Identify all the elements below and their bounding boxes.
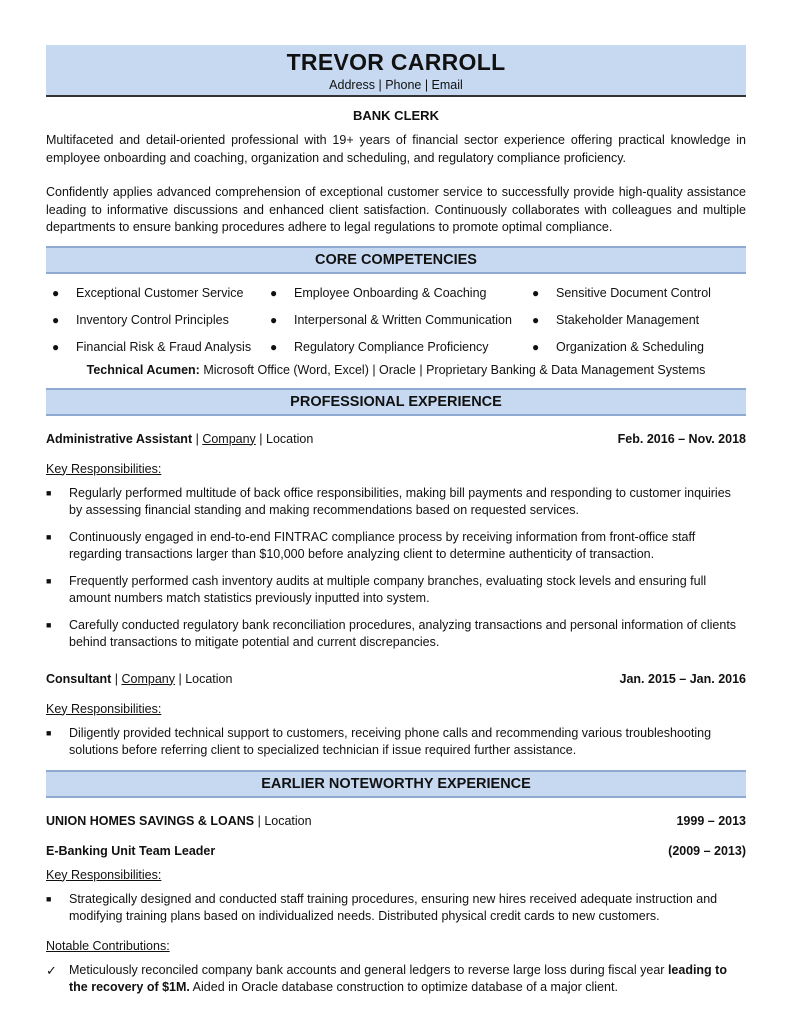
competency-label: Sensitive Document Control [556, 286, 711, 300]
responsibility-bullet [46, 529, 746, 564]
job-location: Location [266, 431, 314, 446]
square-bullet-icon: ■ [46, 893, 52, 904]
key-responsibilities-label: Key Responsibilities: [46, 867, 162, 882]
competency-item [270, 334, 532, 361]
bullet-icon: ● [52, 286, 60, 300]
bullet-icon: ● [532, 286, 540, 300]
competency-label: Regulatory Compliance Proficiency [294, 340, 489, 354]
contribution-text [69, 962, 746, 997]
competency-item [532, 307, 746, 334]
competency-label: Inventory Control Principles [76, 313, 229, 327]
employer-name: UNION HOMES SAVINGS & LOANS [46, 813, 255, 828]
summary-paragraph-1: Multifaceted and detail-oriented professional with 19+ years of financial sector experience offering practical knowledge in employee onboarding and coaching, organization and scheduling, and regulatory compliance proficiency. [46, 133, 746, 165]
role-dates: (2009 – 2013) [668, 843, 746, 858]
bullet-text: Regularly performed multitude of back office responsibilities, making bill payments and responding to customer inquiries by assessing financial standing and making recommendations based on requested services. [69, 485, 731, 517]
square-bullet-icon: ■ [46, 531, 52, 542]
competency-label: Stakeholder Management [556, 313, 700, 327]
job-title: BANK CLERK [353, 108, 439, 123]
candidate-name: TREVOR CARROLL [286, 49, 506, 75]
competency-item [46, 280, 270, 307]
bullet-icon: ● [270, 340, 278, 354]
job-role: Administrative Assistant [46, 431, 193, 446]
square-bullet-icon: ■ [46, 575, 52, 586]
job-title-line: Administrative Assistant | Company | Location [46, 431, 314, 446]
employer-header [46, 813, 746, 829]
section-heading-experience: PROFESSIONAL EXPERIENCE [46, 388, 746, 416]
competency-item [46, 334, 270, 361]
header-band [46, 45, 746, 97]
job-location: Location [185, 671, 233, 686]
role-title: E-Banking Unit Team Leader [46, 843, 216, 858]
section-heading-competencies: CORE COMPETENCIES [46, 246, 746, 274]
competency-label: Interpersonal & Written Communication [294, 313, 512, 327]
competency-item [532, 280, 746, 307]
technical-acumen-label: Technical Acumen: [86, 362, 200, 377]
job-company: Company [202, 431, 256, 446]
square-bullet-icon: ■ [46, 727, 52, 738]
employer-location: Location [264, 813, 312, 828]
competencies-column-2 [270, 280, 532, 361]
contribution-bullet [46, 962, 746, 997]
bullet-text: Continuously engaged in end-to-end FINTRAC compliance process by receiving information from front-office staff regarding transactions larger than $10,000 before analyzing client to determine authenticity of transaction. [69, 529, 696, 561]
contact-line: Address | Phone | Email [329, 78, 463, 92]
job-role: Consultant [46, 671, 112, 686]
employer-line: UNION HOMES SAVINGS & LOANS | Location [46, 813, 312, 828]
key-responsibilities-label: Key Responsibilities: [46, 701, 162, 716]
bullet-icon: ● [532, 313, 540, 327]
key-responsibilities-label: Key Responsibilities: [46, 461, 162, 476]
responsibility-bullet [46, 891, 746, 926]
competencies-column-1 [46, 280, 270, 361]
competencies-grid [46, 280, 746, 361]
section-heading-earlier-experience: EARLIER NOTEWORTHY EXPERIENCE [46, 770, 746, 798]
notable-contributions-label: Notable Contributions: [46, 938, 170, 953]
contribution-text-end: Aided in Oracle database construction to optimize database of a major client. [189, 980, 618, 994]
job-dates: Jan. 2015 – Jan. 2016 [619, 671, 746, 686]
bullet-icon: ● [532, 340, 540, 354]
bullet-icon: ● [52, 313, 60, 327]
job-dates: Feb. 2016 – Nov. 2018 [617, 431, 746, 446]
job-company: Company [121, 671, 175, 686]
competency-label: Financial Risk & Fraud Analysis [76, 340, 252, 354]
bullet-text: Carefully conducted regulatory bank reconciliation procedures, analyzing transactions and personal information of clients behind transactions to mitigate potential and current discrepancies. [69, 617, 737, 649]
responsibility-bullet [46, 617, 746, 652]
role-line [46, 843, 215, 859]
job-header [46, 671, 746, 687]
competency-label: Exceptional Customer Service [76, 286, 244, 300]
contribution-highlight: leading to the recovery of $1M. [69, 962, 727, 994]
summary-paragraph-2: Confidently applies advanced comprehension of exceptional customer service to successfully provide high-quality assistance leading to informative discussions and enhanced client satisfaction. Continuously collaborates with colleagues and multiple departments to ensure banking procedures adhere to legal regulations to promote optimal compliance. [46, 185, 746, 234]
job-title-line: Consultant | Company | Location [46, 671, 233, 686]
square-bullet-icon: ■ [46, 619, 52, 630]
responsibility-bullet [46, 485, 746, 520]
competency-label: Organization & Scheduling [556, 340, 705, 354]
technical-acumen-value: Microsoft Office (Word, Excel) | Oracle | Proprietary Banking & Data Management Systems [199, 362, 706, 377]
role-header [46, 843, 746, 859]
technical-acumen [46, 362, 746, 378]
bullet-text: Strategically designed and conducted staff training procedures, ensuring new hires received adequate instruction and modifying training plans based on individualized needs. Distributed physical credit cards to new customers. [69, 891, 718, 923]
resume-content [46, 45, 746, 997]
square-bullet-icon: ■ [46, 487, 52, 498]
competency-item [46, 307, 270, 334]
bullet-icon: ● [52, 340, 60, 354]
competency-item [270, 280, 532, 307]
competency-label: Employee Onboarding & Coaching [294, 286, 487, 300]
bullet-text: Diligently provided technical support to customers, receiving phone calls and recommending various troubleshooting solutions before referring client to specialized technician if issue required further assistance. [69, 725, 712, 757]
competency-item [270, 307, 532, 334]
bullet-icon: ● [270, 286, 278, 300]
job-header [46, 431, 746, 447]
responsibility-bullet [46, 573, 746, 608]
responsibility-bullet [46, 725, 746, 760]
contribution-text-start: Meticulously reconciled company bank accounts and general ledgers to reverse large loss during fiscal year [69, 962, 668, 977]
bullet-text: Frequently performed cash inventory audits at multiple company branches, evaluating stock levels and ensuring full amount numbers match statistics previously inputted into system. [69, 573, 707, 605]
bullet-icon: ● [270, 313, 278, 327]
competencies-column-3 [532, 280, 746, 361]
competency-item [532, 334, 746, 361]
checkmark-icon: ✓ [46, 962, 57, 978]
employer-dates: 1999 – 2013 [676, 813, 746, 828]
